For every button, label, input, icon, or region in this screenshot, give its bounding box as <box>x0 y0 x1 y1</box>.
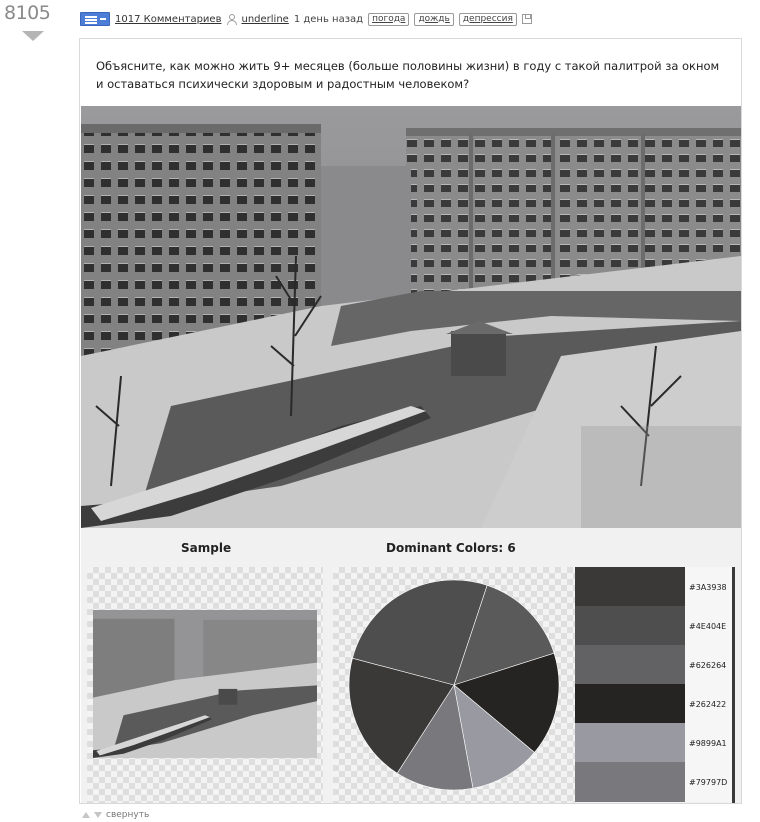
tag-depression[interactable]: депрессия <box>459 13 517 26</box>
vote-down-icon[interactable] <box>22 31 44 41</box>
swatch-hex-4: #262422 <box>685 684 735 724</box>
tag-rain[interactable]: дождь <box>414 13 453 26</box>
author-link[interactable]: underline <box>241 13 289 25</box>
save-icon[interactable] <box>522 14 532 24</box>
post-text: Объясните, как можно жить 9+ месяцев (больше половины жизни) в году с такой палитрой за окном и оставаться психически здоровым и радостным человеком? <box>96 59 720 91</box>
post-photo[interactable] <box>81 106 741 528</box>
dominant-colors-pie <box>333 567 575 803</box>
user-icon <box>226 14 236 24</box>
arrow-down-icon <box>94 812 102 818</box>
swatch-hex-6: #79797D <box>685 762 735 802</box>
sample-thumbnail <box>93 610 317 758</box>
color-swatches <box>575 567 741 804</box>
swatch-hex-3: #626264 <box>685 645 735 685</box>
swatch-1 <box>575 567 735 607</box>
winter-courtyard-photo <box>81 106 741 528</box>
post-body <box>79 38 742 804</box>
swatch-side-bar <box>732 567 735 804</box>
pie-frame <box>333 567 575 803</box>
swatch-4 <box>575 684 735 724</box>
swatch-3 <box>575 645 735 685</box>
comments-link[interactable]: 1017 Комментариев <box>115 13 222 25</box>
swatch-hex-1: #3A3938 <box>685 567 735 607</box>
swatch-6 <box>575 762 735 802</box>
sample-heading: Sample <box>181 541 232 555</box>
sample-frame <box>87 567 323 803</box>
swatch-2 <box>575 606 735 646</box>
post-type-icon <box>80 12 110 26</box>
swatch-hex-2: #4E404E <box>685 606 735 646</box>
collapse-control[interactable] <box>82 810 149 820</box>
post-meta <box>80 11 532 27</box>
post-rating: 8105 <box>4 2 51 24</box>
swatch-5 <box>575 723 735 763</box>
dominant-colors-heading: Dominant Colors: 6 <box>386 541 516 555</box>
arrow-up-icon <box>82 812 90 818</box>
palette-panel <box>81 528 741 804</box>
post-time: 1 день назад <box>293 13 364 25</box>
tag-weather[interactable]: погода <box>368 13 409 26</box>
collapse-label: свернуть <box>106 810 150 820</box>
swatch-hex-5: #9899A1 <box>685 723 735 763</box>
